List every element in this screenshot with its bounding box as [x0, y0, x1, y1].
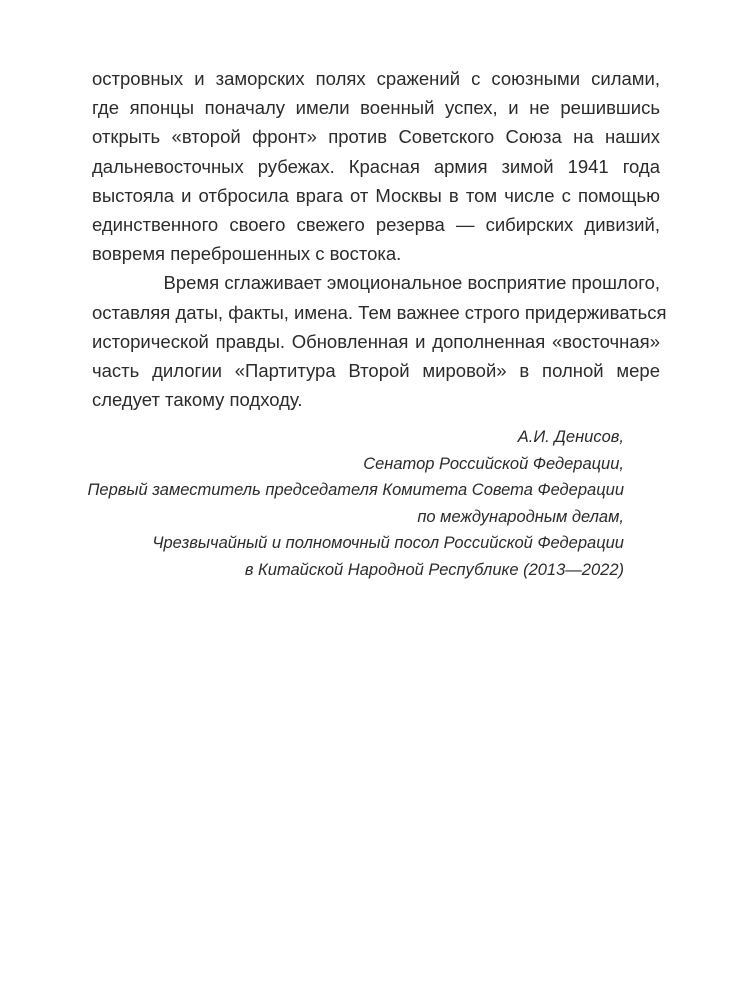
paragraph-2 [92, 268, 667, 414]
text-line: единственного своего свежего резерва — сибирских дивизий, [92, 214, 660, 236]
signature-title: Первый заместитель председателя Комитета Совета Федерации [87, 481, 624, 500]
text-line: следует такому подходу. [92, 389, 303, 411]
text-line: открыть «второй фронт» против Советского Союза на наших [92, 126, 660, 148]
signature-title: Чрезвычайный и полномочный посол Российской Федерации [152, 534, 624, 553]
signature-block [64, 424, 624, 584]
text-line: где японцы поначалу имели военный успех, и не решившись [92, 97, 660, 119]
text-line: островных и заморских полях сражений с союзными силами, [92, 68, 660, 89]
text-line: выстояла и отбросила врага от Москвы в том числе с помощью [92, 184, 660, 206]
signature-name: А.И. Денисов, [517, 428, 624, 446]
signature-title: в Китайской Народной Республике (2013—2022) [244, 560, 624, 579]
signature-title: по международным делам, [417, 507, 624, 526]
text-line: исторической правды. Обновленная и дополненная «восточная» [92, 330, 660, 352]
text-line: Время сглаживает эмоциональное восприятие прошлого, [163, 272, 660, 294]
text-line: дальневосточных рубежах. Красная армия зимой 1941 года [92, 155, 660, 177]
text-line: оставляя даты, факты, имена. Тем важнее строго придерживаться [92, 301, 667, 323]
body-text [92, 64, 667, 414]
paragraph-1 [92, 64, 660, 268]
text-line: вовремя переброшенных с востока. [92, 243, 402, 265]
text-line: часть дилогии «Партитура Второй мировой» в полной мере [92, 360, 660, 382]
signature-title: Сенатор Российской Федерации, [363, 454, 624, 473]
